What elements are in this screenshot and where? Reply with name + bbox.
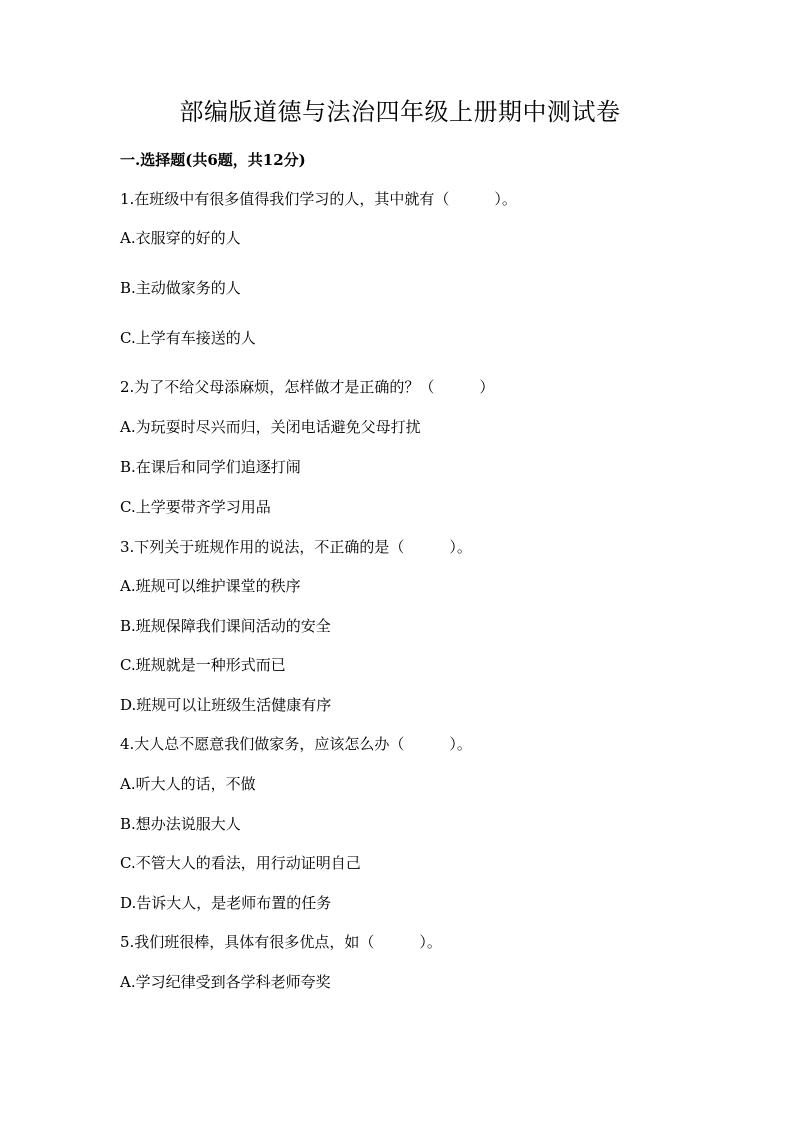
question-4-option-c: C.不管大人的看法，用行动证明自己 [120,854,361,872]
question-2-option-a: A.为玩耍时尽兴而归，关闭电话避免父母打扰 [120,418,421,436]
question-3-option-d: D.班规可以让班级生活健康有序 [120,696,332,714]
question-5-option-a: A.学习纪律受到各学科老师夸奖 [120,973,331,991]
question-2-option-c: C.上学要带齐学习用品 [120,498,271,516]
question-1-option-b: B.主动做家务的人 [120,279,241,297]
question-5-stem: 5.我们班很棒，具体有很多优点，如（ ）。 [120,933,442,951]
question-3-option-c: C.班规就是一种形式而已 [120,656,286,674]
question-2-option-b: B.在课后和同学们追逐打闹 [120,458,301,476]
section-heading: 一.选择题(共6题，共12分) [120,151,306,169]
question-2-stem: 2.为了不给父母添麻烦，怎样做才是正确的？（ ） [120,378,495,396]
question-4-stem: 4.大人总不愿意我们做家务，应该怎么办（ ）。 [120,735,472,753]
question-1-option-a: A.衣服穿的好的人 [120,229,241,247]
question-3-stem: 3.下列关于班规作用的说法，不正确的是（ ）。 [120,538,472,556]
question-3-option-b: B.班规保障我们课间活动的安全 [120,617,331,635]
question-3-option-a: A.班规可以维护课堂的秩序 [120,577,301,595]
question-4-option-d: D.告诉大人，是老师布置的任务 [120,894,332,912]
question-4-option-b: B.想办法说服大人 [120,815,241,833]
question-1-option-c: C.上学有车接送的人 [120,329,256,347]
page-title: 部编版道德与法治四年级上册期中测试卷 [179,98,621,126]
question-4-option-a: A.听大人的话，不做 [120,775,256,793]
question-1-stem: 1.在班级中有很多值得我们学习的人，其中就有（ ）。 [120,190,517,208]
